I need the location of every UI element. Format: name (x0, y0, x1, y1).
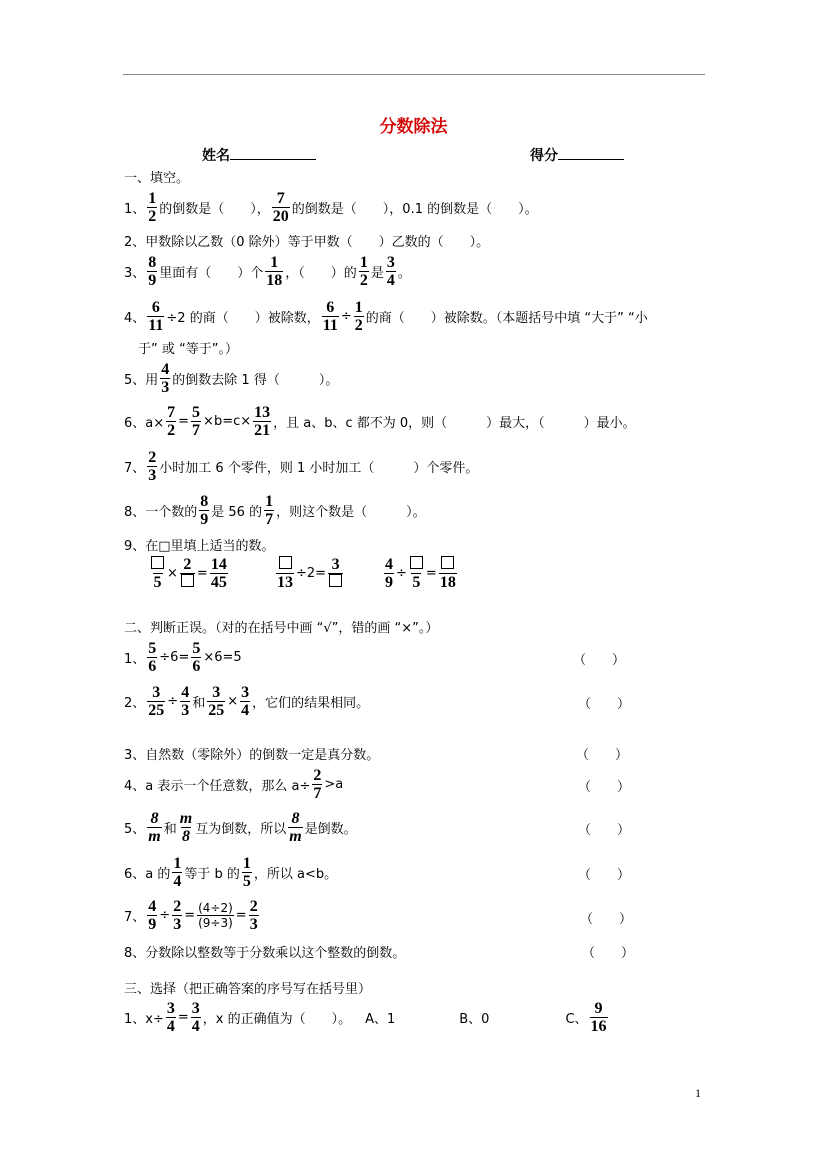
option-b[interactable]: B、0 (459, 1012, 490, 1027)
score-blank[interactable] (558, 145, 624, 160)
fraction: 13 (276, 556, 294, 591)
fraction: $\frac{2}{3}$ (148, 449, 157, 484)
score-label: 得分 (530, 148, 558, 164)
answer-box[interactable] (329, 574, 342, 587)
fraction: $\frac{1}{2}$ (359, 254, 368, 289)
fraction: $\frac{2}{7}$ (313, 767, 322, 802)
fraction: $\frac{3}{25}$ (148, 684, 165, 719)
fraction: 5 (409, 556, 424, 591)
fraction: $\frac{m}{8}$ (179, 810, 193, 845)
answer-paren[interactable]: （ ） (578, 697, 631, 712)
s1-question-6: 6、a× $\frac{7}{2}$ = $\frac{5}{7}$ ×b=c× $\frac{13}{21}$ ，且 a、b、c 都不为 0，则（ ）最大，（ ）最小。 (124, 404, 636, 439)
fraction: $\frac{1}{2}$ (354, 299, 363, 334)
s2-question-8: 8、分数除以整数等于分数乘以这个整数的倒数。 (124, 946, 406, 961)
fraction: 5 (150, 556, 165, 591)
page-title: 分数除法 (379, 117, 448, 137)
section-3-heading: 三、选择（把正确答案的序号写在括号里） (124, 982, 372, 997)
answer-box[interactable] (441, 556, 454, 569)
option-a[interactable]: A、1 (365, 1012, 396, 1027)
s1-question-3: 3、 $\frac{8}{9}$ 里面有（ ）个 $\frac{1}{18}$ ，（ ）的 $\frac{1}{2}$ 是 $\frac{3}{4}$ 。 (124, 254, 411, 289)
answer-paren[interactable]: （ ） (580, 912, 633, 927)
name-blank[interactable] (230, 145, 316, 160)
s2-question-2: 2、 $\frac{3}{25}$ ÷ $\frac{4}{3}$ 和 $\frac{3}{25}$ × $\frac{3}{4}$ ，它们的结果相同。 (124, 684, 370, 719)
s1-question-1: 1、 $\frac{1}{2}$ 的倒数是（ ）， $\frac{7}{20}$ 的倒数是（ ），0.1 的倒数是（ ）。 (124, 190, 538, 225)
answer-paren[interactable]: （ ） (578, 868, 631, 883)
fraction: $\frac{8}{9}$ (148, 254, 157, 289)
fraction: $\frac{3}{4}$ (191, 1000, 200, 1035)
option-c[interactable]: C、 (565, 1012, 588, 1027)
fraction: $\frac{1}{5}$ (242, 855, 251, 890)
answer-box[interactable] (181, 574, 194, 587)
name-label: 姓名 (202, 148, 230, 164)
fraction: $\frac{4}{9}$ (148, 898, 157, 933)
fraction: $\frac{2}{3}$ (173, 898, 182, 933)
fraction: $\frac{3}{4}$ (386, 254, 395, 289)
header-rule (123, 74, 705, 75)
s2-question-4: 4、a 表示一个任意数，那么 a÷ $\frac{2}{7}$ >a (124, 767, 344, 802)
s2-question-1: 1、 $\frac{5}{6}$ ÷6= $\frac{5}{6}$ ×6=5 (124, 640, 242, 675)
fraction: $\frac{1}{2}$ (148, 190, 157, 225)
s1-question-4-cont: 于” 或 “等于”。） (138, 342, 238, 357)
fraction: $\frac{7}{2}$ (167, 404, 176, 439)
fraction: $\frac{3}{4}$ (166, 1000, 175, 1035)
page-number: 1 (695, 1086, 701, 1100)
name-field[interactable] (202, 145, 316, 165)
s1-q9-expr-c: $\frac{4}{9}$ ÷ 5 = 18 (385, 556, 456, 591)
fraction: $\frac{1}{18}$ (266, 254, 283, 289)
s1-question-9: 9、在□里填上适当的数。 (124, 539, 275, 554)
fraction: $\frac{3}{4}$ (241, 684, 250, 719)
answer-paren[interactable]: （ ） (582, 946, 635, 961)
fraction: 18 (439, 556, 457, 591)
fraction: $\frac{6}{11}$ (322, 299, 338, 334)
s1-q9-expr-b: 13 ÷2= 3 (274, 556, 345, 591)
answer-paren[interactable]: （ ） (573, 653, 626, 668)
fraction: $\frac{7}{20}$ (272, 190, 289, 225)
fraction: $\frac{6}{11}$ (148, 299, 164, 334)
fraction: $\frac{(4\div 2)}{(9\div 3)}$ (198, 901, 233, 930)
answer-paren[interactable]: （ ） (578, 780, 631, 795)
section-2-heading: 二、判断正误。（对的在括号中画 “√”，错的画 “×”。） (124, 621, 439, 636)
fraction: $\frac{2}{3}$ (249, 898, 258, 933)
fraction: $\frac{8}{9}$ (200, 493, 209, 528)
s1-question-2: 2、甲数除以乙数（0 除外）等于甲数（ ）乙数的（ ）。 (124, 235, 490, 250)
fraction: 3 (328, 556, 343, 591)
s2-question-5: 5、 $\frac{8}{m}$ 和 $\frac{m}{8}$ 互为倒数，所以 $\frac{8}{m}$ 是倒数。 (124, 810, 357, 845)
fraction: $\frac{5}{6}$ (148, 640, 157, 675)
score-field[interactable] (530, 145, 624, 165)
fraction: $\frac{4}{3}$ (181, 684, 190, 719)
section-1-heading: 一、填空。 (124, 171, 190, 186)
s2-question-6: 6、a 的 $\frac{1}{4}$ 等于 b 的 $\frac{1}{5}$ ，所以 a<b。 (124, 855, 338, 890)
answer-box[interactable] (410, 556, 423, 569)
answer-box[interactable] (279, 556, 292, 569)
fraction: 2 (180, 556, 195, 591)
s1-question-5: 5、用 $\frac{4}{3}$ 的倒数去除 1 得（ ）。 (124, 361, 339, 396)
fraction: $\frac{1}{4}$ (173, 855, 182, 890)
fraction: $\frac{4}{3}$ (161, 361, 170, 396)
answer-box[interactable] (151, 556, 164, 569)
answer-paren[interactable]: （ ） (578, 823, 631, 838)
fraction: $\frac{14}{45}$ (210, 556, 227, 591)
fraction: $\frac{3}{25}$ (208, 684, 225, 719)
fraction: $\frac{5}{7}$ (192, 404, 201, 439)
s1-question-7: 7、 $\frac{2}{3}$ 小时加工 6 个零件，则 1 小时加工（ ）个零件。 (124, 449, 479, 484)
s1-q9-expr-a: 5 × 2 = $\frac{14}{45}$ (148, 556, 230, 591)
s1-question-8: 8、一个数的 $\frac{8}{9}$ 是 56 的 $\frac{1}{7}$ ，则这个数是（ ）。 (124, 493, 426, 528)
fraction: $\frac{8}{m}$ (148, 810, 161, 845)
fraction: $\frac{1}{7}$ (265, 493, 274, 528)
fraction: $\frac{13}{21}$ (254, 404, 271, 439)
s2-question-7: 7、 $\frac{4}{9}$ ÷ $\frac{2}{3}$ = $\frac{(4\div 2)}{(9\div 3)}$ = $\frac{2}{3}$ (124, 898, 258, 933)
s3-question-1: 1、x÷ $\frac{3}{4}$ = $\frac{3}{4}$ ，x 的正确值为（ ）。 A、1 B、0 C、 $\frac{9}{16}$ (124, 1000, 607, 1035)
fraction: $\frac{5}{6}$ (192, 640, 201, 675)
answer-paren[interactable]: （ ） (576, 748, 629, 763)
fraction: $\frac{8}{m}$ (289, 810, 302, 845)
s1-question-4: 4、 $\frac{6}{11}$ ÷2 的商（ ）被除数， $\frac{6}{11}$ ÷ $\frac{1}{2}$ 的商（ ）被除数。（本题括号中填 “大于” “小 (124, 299, 648, 334)
fraction: $\frac{4}{9}$ (385, 556, 393, 591)
fraction: $\frac{9}{16}$ (590, 1000, 607, 1035)
s2-question-3: 3、自然数（零除外）的倒数一定是真分数。 (124, 748, 380, 763)
